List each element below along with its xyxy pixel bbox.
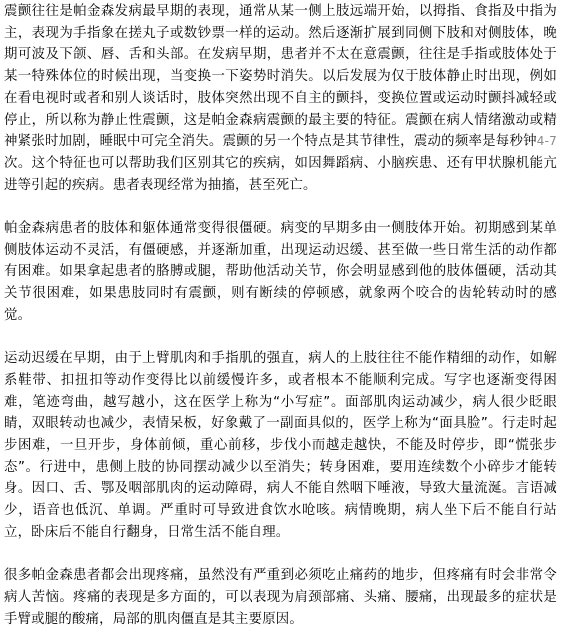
paragraph-gap xyxy=(4,327,557,349)
paragraph-gap xyxy=(4,196,557,218)
paragraph-rigidity: 帕金森病患者的肢体和躯体通常变得很僵硬。病变的早期多由一侧肢体开始。初期感到某单侧肢体运动不灵活，有僵硬感，并逐渐加重，出现运动迟缓、甚至做一些日常生活的动作都有困难。如果拿起患者的胳膊或腿，帮助他活动关节，你会明显感到他的肢体僵硬，活动其关节很困难，如果患肢同时有震颤，则有断续的停顿感，就象两个咬合的齿轮转动时的感觉。 xyxy=(4,221,557,323)
paragraph-tremor-text-before: 震颤往往是帕金森发病最早期的表现，通常从某一侧上肢远端开始，以拇指、食指及中指为主，表现为手指象在搓丸子或数钞票一样的运动。然后逐渐扩展到同侧下肢和对侧肢体，晚期可波及下颌、唇、舌和头部。在发病早期，患者并不太在意震颤，往往是手指或肢体处于某一特殊体位的时候出现，当变换一下姿势时消失。以后发展为仅于肢体静止时出现，例如在看电视时或者和别人谈话时，肢体突然出现不自主的颤抖，变换位置或运动时颤抖减轻或停止，所以称为静止性震颤，这是帕金森病震颤的最主要的特征。震颤在病人情绪激动或精神紧张时加剧，睡眠中可完全消失。震颤的另一个特点是其节律性，震动的频率是每秒钟 xyxy=(4,4,557,150)
paragraph-tremor xyxy=(4,1,557,196)
paragraph-bradykinesia: 运动迟缓在早期，由于上臂肌肉和手指肌的强直，病人的上肢往往不能作精细的动作，如解系鞋带、扣扭扣等动作变得比以前缓慢许多，或者根本不能顺利完成。写字也逐渐变得困难，笔迹弯曲，越写越小，这在医学上称为“小写症”。面部肌肉运动减少，病人很少眨眼睛，双眼转动也减少，表情呆板，好象戴了一副面具似的，医学上称为“面具脸”。行走时起步困难，一旦开步，身体前倾，重心前移，步伐小而越走越快，不能及时停步，即“慌张步态”。行进中，患侧上肢的协同摆动减少以至消失；转身困难，要用连续数个小碎步才能转身。因口、舌、鄂及咽部肌肉的运动障碍，病人不能自然咽下唾液，导致大量流涎。言语减少，语音也低沉、单调。严重时可导致进食饮水呛咳。病情晚期，病人坐下后不能自行站立，卧床后不能自行翻身，日常生活不能自理。 xyxy=(4,351,557,540)
paragraph-gap xyxy=(4,544,557,566)
paragraph-tremor-text-after: 次。这个特征也可以帮助我们区别其它的疾病，如因舞蹈病、小脑疾患、还有甲状腺机能亢进等引起的疾病。患者表现经常为抽搐，甚至死亡。 xyxy=(4,155,557,193)
tremor-frequency-number: 4-7 xyxy=(536,134,557,149)
paragraph-pain: 很多帕金森患者都会出现疼痛，虽然没有严重到必须吃止痛药的地步，但疼痛有时会非常令病人苦恼。疼痛的表现是多方面的，可以表现为肩颈部痛、头痛、腰痛，出现最多的症状是手臂或腿的酸痛，局部的肌肉僵直是其主要原因。 xyxy=(4,568,557,627)
